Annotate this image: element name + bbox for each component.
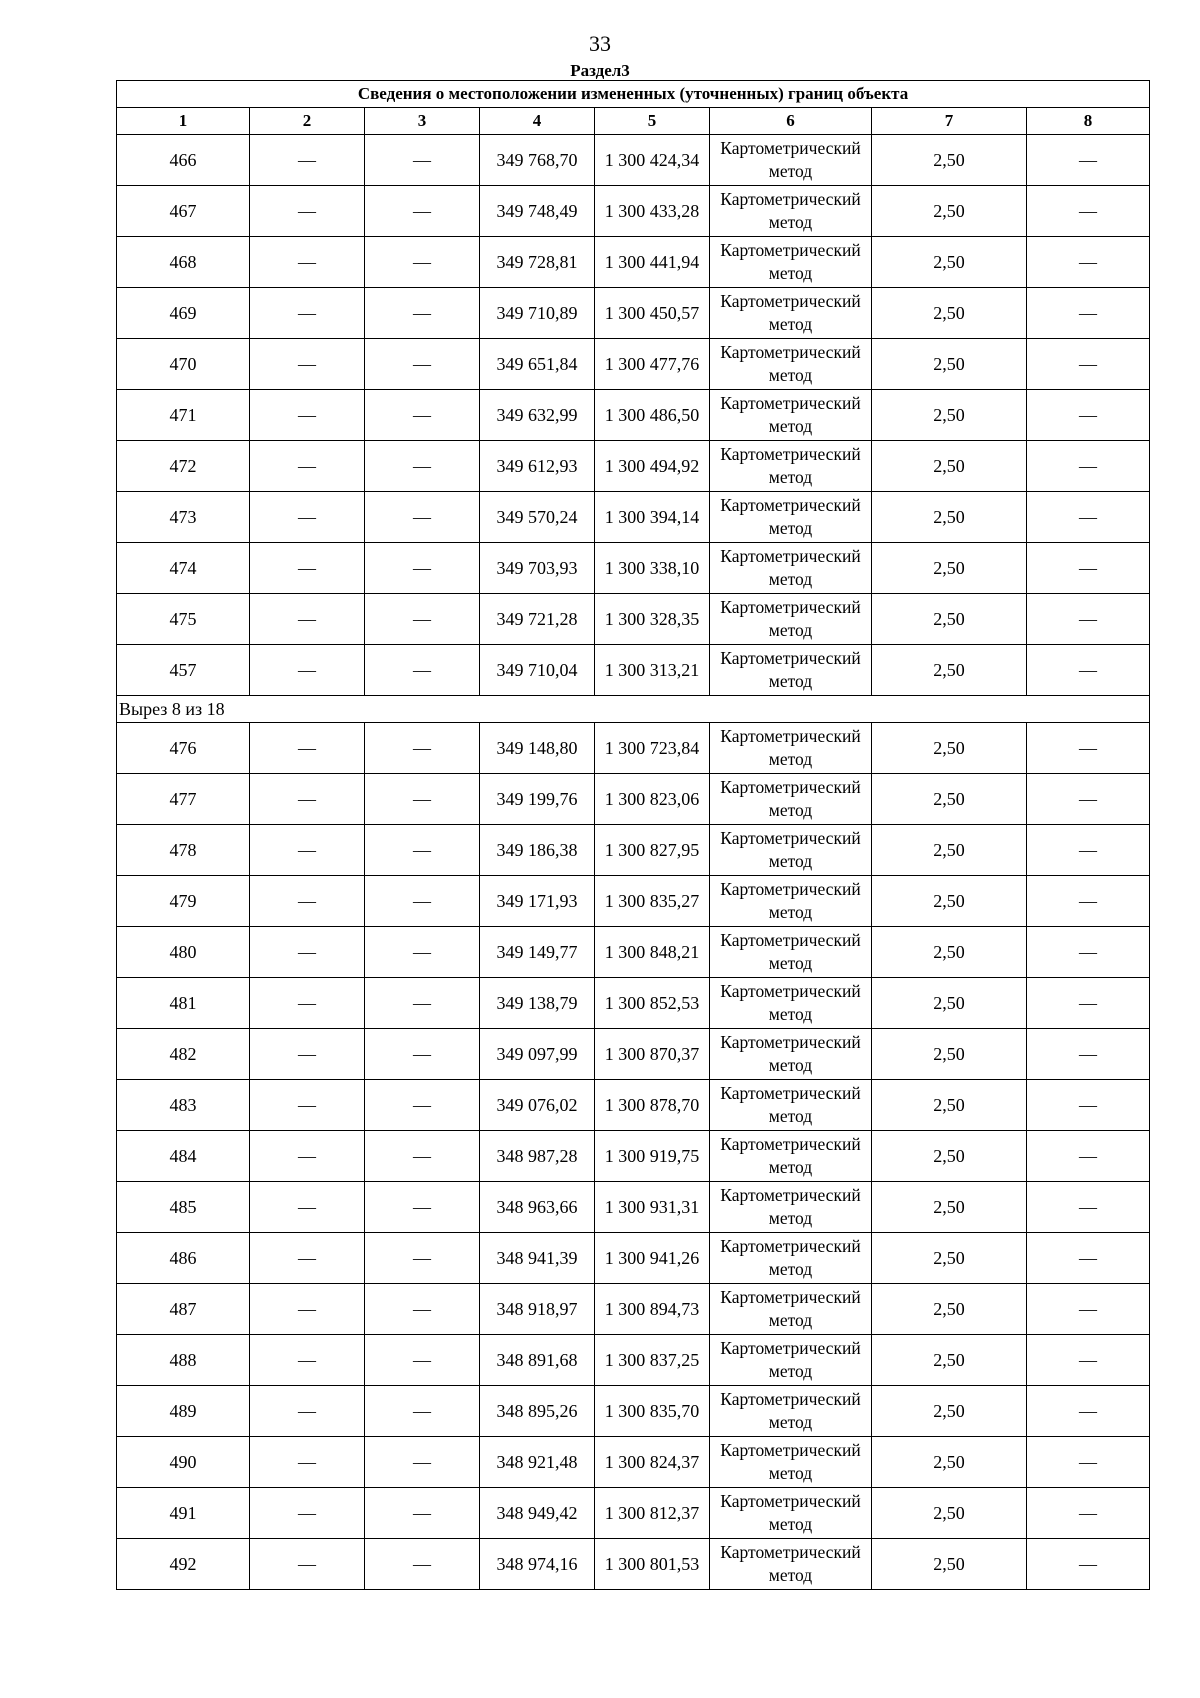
cell-col-5: 1 300 477,76 bbox=[595, 339, 710, 390]
table-row bbox=[117, 927, 1150, 978]
table-row bbox=[117, 1182, 1150, 1233]
cell-col-3: — bbox=[365, 1488, 480, 1539]
cell-col-4: 349 651,84 bbox=[480, 339, 595, 390]
cell-col-1: 467 bbox=[117, 186, 250, 237]
cell-col-8: — bbox=[1027, 774, 1150, 825]
cell-col-3: — bbox=[365, 594, 480, 645]
cell-col-1: 470 bbox=[117, 339, 250, 390]
cell-col-6: Картометрический метод bbox=[710, 825, 872, 876]
cell-col-5: 1 300 486,50 bbox=[595, 390, 710, 441]
cell-col-4: 348 949,42 bbox=[480, 1488, 595, 1539]
cell-col-6: Картометрический метод bbox=[710, 723, 872, 774]
cell-col-4: 348 891,68 bbox=[480, 1335, 595, 1386]
cell-col-6: Картометрический метод bbox=[710, 186, 872, 237]
table-row bbox=[117, 1131, 1150, 1182]
cell-col-1: 487 bbox=[117, 1284, 250, 1335]
cell-col-7: 2,50 bbox=[872, 1182, 1027, 1233]
cell-col-6: Картометрический метод bbox=[710, 1233, 872, 1284]
cell-col-6: Картометрический метод bbox=[710, 135, 872, 186]
cell-col-3: — bbox=[365, 645, 480, 696]
cell-col-4: 349 186,38 bbox=[480, 825, 595, 876]
cell-col-3: — bbox=[365, 1182, 480, 1233]
cell-col-4: 349 710,89 bbox=[480, 288, 595, 339]
cell-col-8: — bbox=[1027, 543, 1150, 594]
cell-col-2: — bbox=[250, 825, 365, 876]
cell-col-6: Картометрический метод bbox=[710, 1284, 872, 1335]
cell-col-5: 1 300 424,34 bbox=[595, 135, 710, 186]
cell-col-6: Картометрический метод bbox=[710, 1437, 872, 1488]
cell-col-6: Картометрический метод bbox=[710, 1488, 872, 1539]
cell-col-7: 2,50 bbox=[872, 645, 1027, 696]
column-number-6: 6 bbox=[710, 108, 872, 135]
cell-col-7: 2,50 bbox=[872, 492, 1027, 543]
table-row bbox=[117, 1437, 1150, 1488]
cell-col-7: 2,50 bbox=[872, 594, 1027, 645]
cell-col-8: — bbox=[1027, 1284, 1150, 1335]
table-row bbox=[117, 1080, 1150, 1131]
cell-col-3: — bbox=[365, 1233, 480, 1284]
cell-col-3: — bbox=[365, 288, 480, 339]
cell-col-3: — bbox=[365, 1284, 480, 1335]
cell-col-8: — bbox=[1027, 876, 1150, 927]
cell-col-8: — bbox=[1027, 927, 1150, 978]
cell-col-2: — bbox=[250, 594, 365, 645]
table-row bbox=[117, 492, 1150, 543]
cell-col-3: — bbox=[365, 1437, 480, 1488]
cell-col-2: — bbox=[250, 927, 365, 978]
cell-col-1: 491 bbox=[117, 1488, 250, 1539]
cell-col-8: — bbox=[1027, 441, 1150, 492]
cell-col-6: Картометрический метод bbox=[710, 441, 872, 492]
cell-col-4: 349 076,02 bbox=[480, 1080, 595, 1131]
cell-col-7: 2,50 bbox=[872, 1131, 1027, 1182]
cell-col-8: — bbox=[1027, 339, 1150, 390]
cell-col-3: — bbox=[365, 1335, 480, 1386]
section-title: Раздел3 bbox=[570, 61, 630, 80]
cell-col-3: — bbox=[365, 876, 480, 927]
cell-col-5: 1 300 824,37 bbox=[595, 1437, 710, 1488]
cell-col-3: — bbox=[365, 237, 480, 288]
cell-col-6: Картометрический метод bbox=[710, 543, 872, 594]
cell-col-2: — bbox=[250, 1539, 365, 1590]
cell-col-7: 2,50 bbox=[872, 774, 1027, 825]
cell-col-2: — bbox=[250, 1386, 365, 1437]
cell-col-8: — bbox=[1027, 1488, 1150, 1539]
cell-col-6: Картометрический метод bbox=[710, 339, 872, 390]
cell-col-7: 2,50 bbox=[872, 186, 1027, 237]
cell-col-5: 1 300 931,31 bbox=[595, 1182, 710, 1233]
cell-col-2: — bbox=[250, 492, 365, 543]
cell-col-5: 1 300 941,26 bbox=[595, 1233, 710, 1284]
cell-col-6: Картометрический метод bbox=[710, 1131, 872, 1182]
cell-col-1: 483 bbox=[117, 1080, 250, 1131]
table-row bbox=[117, 825, 1150, 876]
cell-col-4: 349 632,99 bbox=[480, 390, 595, 441]
cell-col-3: — bbox=[365, 1386, 480, 1437]
table-row bbox=[117, 594, 1150, 645]
cell-col-6: Картометрический метод bbox=[710, 927, 872, 978]
cell-col-2: — bbox=[250, 1131, 365, 1182]
cell-col-3: — bbox=[365, 978, 480, 1029]
cell-col-1: 472 bbox=[117, 441, 250, 492]
table-row bbox=[117, 1233, 1150, 1284]
cell-col-6: Картометрический метод bbox=[710, 876, 872, 927]
column-number-5: 5 bbox=[595, 108, 710, 135]
column-number-4: 4 bbox=[480, 108, 595, 135]
cell-col-6: Картометрический метод bbox=[710, 645, 872, 696]
cell-col-8: — bbox=[1027, 390, 1150, 441]
cell-col-7: 2,50 bbox=[872, 1284, 1027, 1335]
cell-col-2: — bbox=[250, 186, 365, 237]
cell-col-1: 475 bbox=[117, 594, 250, 645]
cell-col-6: Картометрический метод bbox=[710, 594, 872, 645]
cell-col-7: 2,50 bbox=[872, 288, 1027, 339]
cell-col-5: 1 300 441,94 bbox=[595, 237, 710, 288]
cell-col-8: — bbox=[1027, 1029, 1150, 1080]
cell-col-8: — bbox=[1027, 1539, 1150, 1590]
cell-col-8: — bbox=[1027, 186, 1150, 237]
cell-col-4: 348 963,66 bbox=[480, 1182, 595, 1233]
table-row bbox=[117, 723, 1150, 774]
cell-col-3: — bbox=[365, 1131, 480, 1182]
cell-col-6: Картометрический метод bbox=[710, 978, 872, 1029]
table-row bbox=[117, 1539, 1150, 1590]
table-row bbox=[117, 135, 1150, 186]
cell-col-5: 1 300 433,28 bbox=[595, 186, 710, 237]
cell-col-1: 485 bbox=[117, 1182, 250, 1233]
cell-col-3: — bbox=[365, 135, 480, 186]
table-row bbox=[117, 186, 1150, 237]
page-number: 33 bbox=[589, 31, 611, 56]
cell-col-4: 349 721,28 bbox=[480, 594, 595, 645]
table-row bbox=[117, 288, 1150, 339]
cell-col-7: 2,50 bbox=[872, 135, 1027, 186]
cell-col-1: 466 bbox=[117, 135, 250, 186]
cell-col-8: — bbox=[1027, 492, 1150, 543]
table-row bbox=[117, 645, 1150, 696]
cell-col-7: 2,50 bbox=[872, 1080, 1027, 1131]
table-caption: Сведения о местоположении измененных (уточненных) границ объекта bbox=[117, 81, 1150, 108]
cell-col-3: — bbox=[365, 1080, 480, 1131]
cell-col-8: — bbox=[1027, 978, 1150, 1029]
cell-col-7: 2,50 bbox=[872, 876, 1027, 927]
table-row bbox=[117, 1284, 1150, 1335]
cell-col-5: 1 300 919,75 bbox=[595, 1131, 710, 1182]
cell-col-2: — bbox=[250, 645, 365, 696]
cell-col-6: Картометрический метод bbox=[710, 1029, 872, 1080]
table-row bbox=[117, 237, 1150, 288]
cell-col-6: Картометрический метод bbox=[710, 390, 872, 441]
cell-col-1: 473 bbox=[117, 492, 250, 543]
cell-col-5: 1 300 894,73 bbox=[595, 1284, 710, 1335]
cell-col-1: 482 bbox=[117, 1029, 250, 1080]
cell-col-6: Картометрический метод bbox=[710, 492, 872, 543]
cell-col-4: 348 987,28 bbox=[480, 1131, 595, 1182]
cell-col-1: 489 bbox=[117, 1386, 250, 1437]
cell-col-3: — bbox=[365, 1029, 480, 1080]
cell-col-1: 469 bbox=[117, 288, 250, 339]
table-row bbox=[117, 1029, 1150, 1080]
cell-col-7: 2,50 bbox=[872, 441, 1027, 492]
cell-col-5: 1 300 835,27 bbox=[595, 876, 710, 927]
cell-col-7: 2,50 bbox=[872, 1029, 1027, 1080]
cell-col-7: 2,50 bbox=[872, 543, 1027, 594]
cell-col-5: 1 300 723,84 bbox=[595, 723, 710, 774]
cell-col-7: 2,50 bbox=[872, 339, 1027, 390]
cell-col-1: 480 bbox=[117, 927, 250, 978]
cell-col-2: — bbox=[250, 1437, 365, 1488]
cell-col-2: — bbox=[250, 288, 365, 339]
cell-col-2: — bbox=[250, 1284, 365, 1335]
cell-col-4: 349 199,76 bbox=[480, 774, 595, 825]
column-number-8: 8 bbox=[1027, 108, 1150, 135]
cell-col-8: — bbox=[1027, 1233, 1150, 1284]
cell-col-8: — bbox=[1027, 1386, 1150, 1437]
cell-col-1: 490 bbox=[117, 1437, 250, 1488]
column-number-3: 3 bbox=[365, 108, 480, 135]
cell-col-5: 1 300 328,35 bbox=[595, 594, 710, 645]
table-row bbox=[117, 543, 1150, 594]
cell-col-1: 479 bbox=[117, 876, 250, 927]
cell-col-3: — bbox=[365, 339, 480, 390]
cell-col-2: — bbox=[250, 723, 365, 774]
cell-col-8: — bbox=[1027, 1131, 1150, 1182]
cell-col-4: 348 918,97 bbox=[480, 1284, 595, 1335]
cell-col-6: Картометрический метод bbox=[710, 1080, 872, 1131]
cell-col-4: 349 148,80 bbox=[480, 723, 595, 774]
cell-col-8: — bbox=[1027, 825, 1150, 876]
cell-col-8: — bbox=[1027, 645, 1150, 696]
cell-col-4: 349 171,93 bbox=[480, 876, 595, 927]
cell-col-2: — bbox=[250, 390, 365, 441]
cell-col-8: — bbox=[1027, 1437, 1150, 1488]
cell-col-5: 1 300 878,70 bbox=[595, 1080, 710, 1131]
cell-col-7: 2,50 bbox=[872, 390, 1027, 441]
cell-col-5: 1 300 837,25 bbox=[595, 1335, 710, 1386]
table-row bbox=[117, 339, 1150, 390]
cell-col-6: Картометрический метод bbox=[710, 237, 872, 288]
cell-col-8: — bbox=[1027, 723, 1150, 774]
cell-col-7: 2,50 bbox=[872, 1233, 1027, 1284]
cell-col-8: — bbox=[1027, 237, 1150, 288]
column-number-2: 2 bbox=[250, 108, 365, 135]
cell-col-4: 348 921,48 bbox=[480, 1437, 595, 1488]
cell-col-6: Картометрический метод bbox=[710, 1386, 872, 1437]
table-body bbox=[117, 135, 1150, 1590]
cell-col-7: 2,50 bbox=[872, 978, 1027, 1029]
cell-col-2: — bbox=[250, 1029, 365, 1080]
cell-col-1: 471 bbox=[117, 390, 250, 441]
cell-col-4: 349 612,93 bbox=[480, 441, 595, 492]
cell-col-5: 1 300 394,14 bbox=[595, 492, 710, 543]
cell-col-1: 474 bbox=[117, 543, 250, 594]
cell-col-2: — bbox=[250, 774, 365, 825]
cell-col-8: — bbox=[1027, 135, 1150, 186]
cell-col-1: 488 bbox=[117, 1335, 250, 1386]
table-row bbox=[117, 1335, 1150, 1386]
cell-col-3: — bbox=[365, 441, 480, 492]
cell-col-2: — bbox=[250, 1335, 365, 1386]
cell-col-4: 349 097,99 bbox=[480, 1029, 595, 1080]
table-row bbox=[117, 1386, 1150, 1437]
cell-col-5: 1 300 848,21 bbox=[595, 927, 710, 978]
cell-col-5: 1 300 801,53 bbox=[595, 1539, 710, 1590]
cell-col-6: Картометрический метод bbox=[710, 1335, 872, 1386]
cell-col-5: 1 300 827,95 bbox=[595, 825, 710, 876]
subsection-row bbox=[117, 696, 1150, 723]
cell-col-5: 1 300 313,21 bbox=[595, 645, 710, 696]
cell-col-3: — bbox=[365, 825, 480, 876]
cell-col-3: — bbox=[365, 927, 480, 978]
cell-col-3: — bbox=[365, 543, 480, 594]
cell-col-6: Картометрический метод bbox=[710, 288, 872, 339]
cell-col-7: 2,50 bbox=[872, 927, 1027, 978]
cell-col-2: — bbox=[250, 978, 365, 1029]
cell-col-2: — bbox=[250, 876, 365, 927]
cell-col-1: 468 bbox=[117, 237, 250, 288]
cell-col-7: 2,50 bbox=[872, 723, 1027, 774]
cell-col-5: 1 300 338,10 bbox=[595, 543, 710, 594]
boundary-points-table bbox=[116, 80, 1150, 1590]
cell-col-8: — bbox=[1027, 1182, 1150, 1233]
cell-col-7: 2,50 bbox=[872, 1488, 1027, 1539]
cell-col-5: 1 300 823,06 bbox=[595, 774, 710, 825]
cell-col-2: — bbox=[250, 135, 365, 186]
cell-col-7: 2,50 bbox=[872, 1386, 1027, 1437]
cell-col-7: 2,50 bbox=[872, 1539, 1027, 1590]
subsection-label: Вырез 8 из 18 bbox=[117, 696, 1150, 723]
cell-col-1: 457 bbox=[117, 645, 250, 696]
cell-col-4: 349 703,93 bbox=[480, 543, 595, 594]
cell-col-1: 478 bbox=[117, 825, 250, 876]
table-row bbox=[117, 876, 1150, 927]
cell-col-3: — bbox=[365, 186, 480, 237]
cell-col-2: — bbox=[250, 1233, 365, 1284]
cell-col-3: — bbox=[365, 492, 480, 543]
cell-col-3: — bbox=[365, 723, 480, 774]
cell-col-4: 348 941,39 bbox=[480, 1233, 595, 1284]
cell-col-1: 486 bbox=[117, 1233, 250, 1284]
cell-col-3: — bbox=[365, 390, 480, 441]
cell-col-2: — bbox=[250, 1182, 365, 1233]
cell-col-1: 484 bbox=[117, 1131, 250, 1182]
cell-col-4: 349 138,79 bbox=[480, 978, 595, 1029]
cell-col-4: 349 728,81 bbox=[480, 237, 595, 288]
cell-col-4: 349 748,49 bbox=[480, 186, 595, 237]
cell-col-4: 348 895,26 bbox=[480, 1386, 595, 1437]
cell-col-6: Картометрический метод bbox=[710, 774, 872, 825]
cell-col-3: — bbox=[365, 1539, 480, 1590]
cell-col-7: 2,50 bbox=[872, 237, 1027, 288]
cell-col-4: 349 768,70 bbox=[480, 135, 595, 186]
cell-col-8: — bbox=[1027, 1080, 1150, 1131]
cell-col-2: — bbox=[250, 1488, 365, 1539]
column-number-1: 1 bbox=[117, 108, 250, 135]
cell-col-5: 1 300 870,37 bbox=[595, 1029, 710, 1080]
table-row bbox=[117, 978, 1150, 1029]
cell-col-8: — bbox=[1027, 288, 1150, 339]
column-number-row bbox=[117, 108, 1150, 135]
cell-col-2: — bbox=[250, 339, 365, 390]
cell-col-2: — bbox=[250, 237, 365, 288]
column-number-7: 7 bbox=[872, 108, 1027, 135]
cell-col-4: 349 149,77 bbox=[480, 927, 595, 978]
table-row bbox=[117, 441, 1150, 492]
cell-col-7: 2,50 bbox=[872, 1335, 1027, 1386]
cell-col-4: 349 710,04 bbox=[480, 645, 595, 696]
cell-col-2: — bbox=[250, 543, 365, 594]
cell-col-1: 477 bbox=[117, 774, 250, 825]
cell-col-4: 348 974,16 bbox=[480, 1539, 595, 1590]
cell-col-5: 1 300 835,70 bbox=[595, 1386, 710, 1437]
cell-col-1: 492 bbox=[117, 1539, 250, 1590]
cell-col-8: — bbox=[1027, 594, 1150, 645]
cell-col-5: 1 300 812,37 bbox=[595, 1488, 710, 1539]
cell-col-3: — bbox=[365, 774, 480, 825]
cell-col-6: Картометрический метод bbox=[710, 1539, 872, 1590]
table-row bbox=[117, 1488, 1150, 1539]
cell-col-4: 349 570,24 bbox=[480, 492, 595, 543]
cell-col-2: — bbox=[250, 441, 365, 492]
cell-col-7: 2,50 bbox=[872, 1437, 1027, 1488]
cell-col-5: 1 300 494,92 bbox=[595, 441, 710, 492]
cell-col-8: — bbox=[1027, 1335, 1150, 1386]
table-row bbox=[117, 774, 1150, 825]
cell-col-5: 1 300 852,53 bbox=[595, 978, 710, 1029]
cell-col-5: 1 300 450,57 bbox=[595, 288, 710, 339]
cell-col-7: 2,50 bbox=[872, 825, 1027, 876]
cell-col-6: Картометрический метод bbox=[710, 1182, 872, 1233]
table-row bbox=[117, 390, 1150, 441]
cell-col-2: — bbox=[250, 1080, 365, 1131]
cell-col-1: 476 bbox=[117, 723, 250, 774]
cell-col-1: 481 bbox=[117, 978, 250, 1029]
